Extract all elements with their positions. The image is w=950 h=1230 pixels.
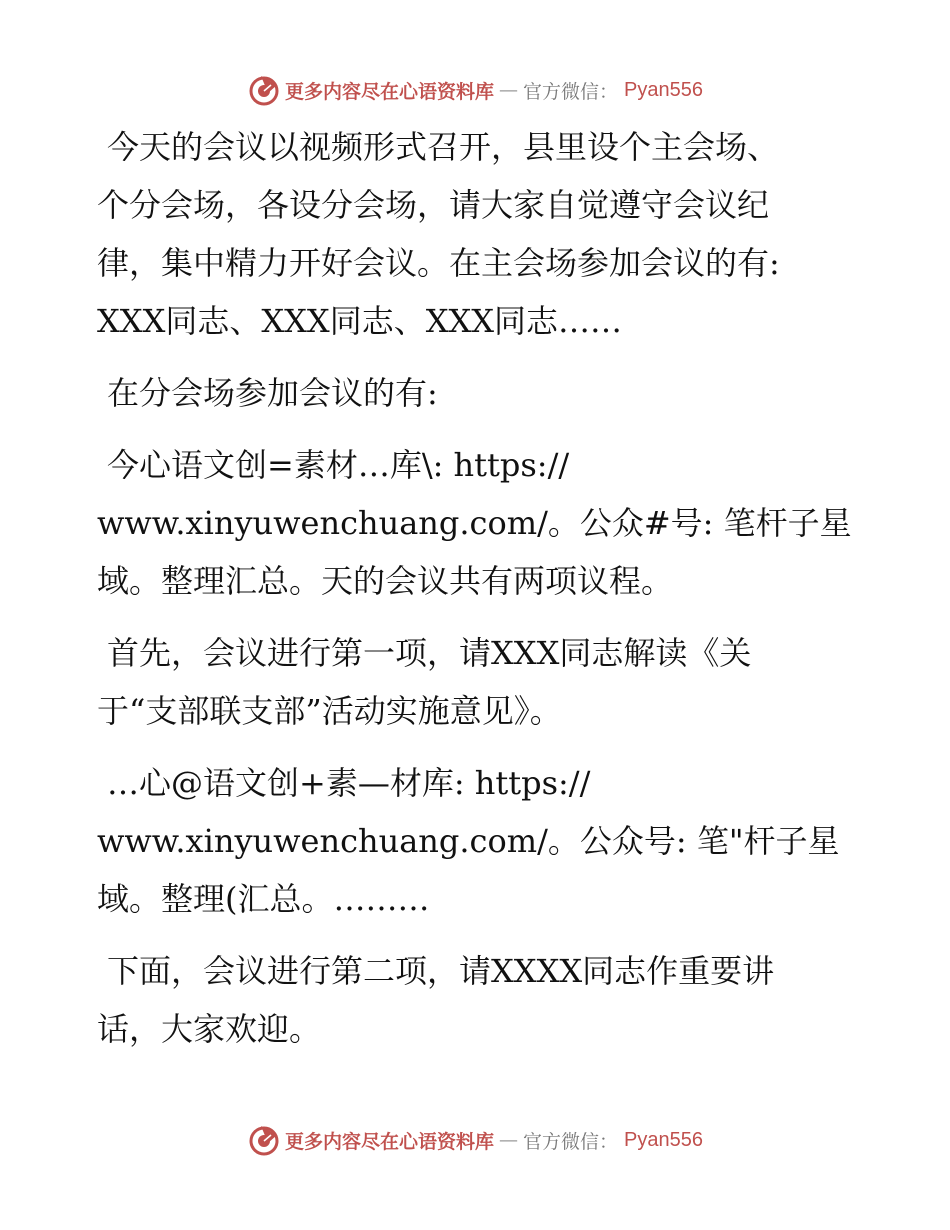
- text-line: 在分会场参加会议的有:: [107, 374, 438, 412]
- text-line: 域。整理汇总。天的会议共有两项议程。: [97, 562, 674, 600]
- text-line: www.xinyuwenchuang.com/。公众号: 笔"杆子星: [97, 822, 840, 860]
- document-body: [97, 118, 852, 1072]
- text-line: 今心语文创=素材…库\: https://: [107, 446, 570, 484]
- text-line: 今天的会议以视频形式召开，县里设个主会场、: [107, 128, 780, 166]
- banner-dash: —: [499, 1129, 519, 1151]
- banner-wechat-label: 官方微信：: [523, 80, 619, 103]
- header-banner: [0, 70, 950, 110]
- paragraph-item-two: [97, 942, 837, 1058]
- text-line: 首先，会议进行第一项，请XXX同志解读《关: [107, 634, 752, 672]
- paragraph-opening: [97, 118, 837, 350]
- banner-wechat-id: Pyan556: [624, 78, 703, 101]
- text-line: 下面，会议进行第二项，请XXXX同志作重要讲: [107, 952, 775, 990]
- text-line: 话，大家欢迎。: [97, 1010, 322, 1048]
- pen-logo-icon: [247, 73, 281, 107]
- header-banner-content: [247, 73, 703, 107]
- text-line: 律，集中精力开好会议。在主会场参加会议的有:: [97, 244, 780, 282]
- banner-main-text: 更多内容尽在心语资料库: [285, 1130, 495, 1153]
- pen-logo-icon: [247, 1123, 281, 1157]
- paragraph-item-one: [97, 624, 837, 740]
- text-line: …心@语文创+素—材库: https://: [107, 764, 591, 802]
- text-line: www.xinyuwenchuang.com/。公众#号: 笔杆子星: [97, 504, 852, 542]
- footer-banner: [0, 1120, 950, 1160]
- paragraph-agenda-intro: [97, 436, 852, 610]
- banner-main-text: 更多内容尽在心语资料库: [285, 80, 495, 103]
- text-line: 于“支部联支部”活动实施意见》。: [97, 692, 562, 730]
- banner-dash: —: [499, 79, 519, 101]
- banner-wechat-label: 官方微信：: [523, 1130, 619, 1153]
- text-line: 域。整理(汇总。………: [97, 880, 430, 918]
- banner-wechat-id: Pyan556: [624, 1128, 703, 1151]
- text-line: 个分会场，各设分会场，请大家自觉遵守会议纪: [97, 186, 770, 224]
- text-line: XXX同志、XXX同志、XXX同志……: [97, 302, 623, 340]
- paragraph-branch-venue: [97, 364, 837, 422]
- footer-banner-content: [247, 1123, 703, 1157]
- paragraph-watermark-text: [97, 754, 840, 928]
